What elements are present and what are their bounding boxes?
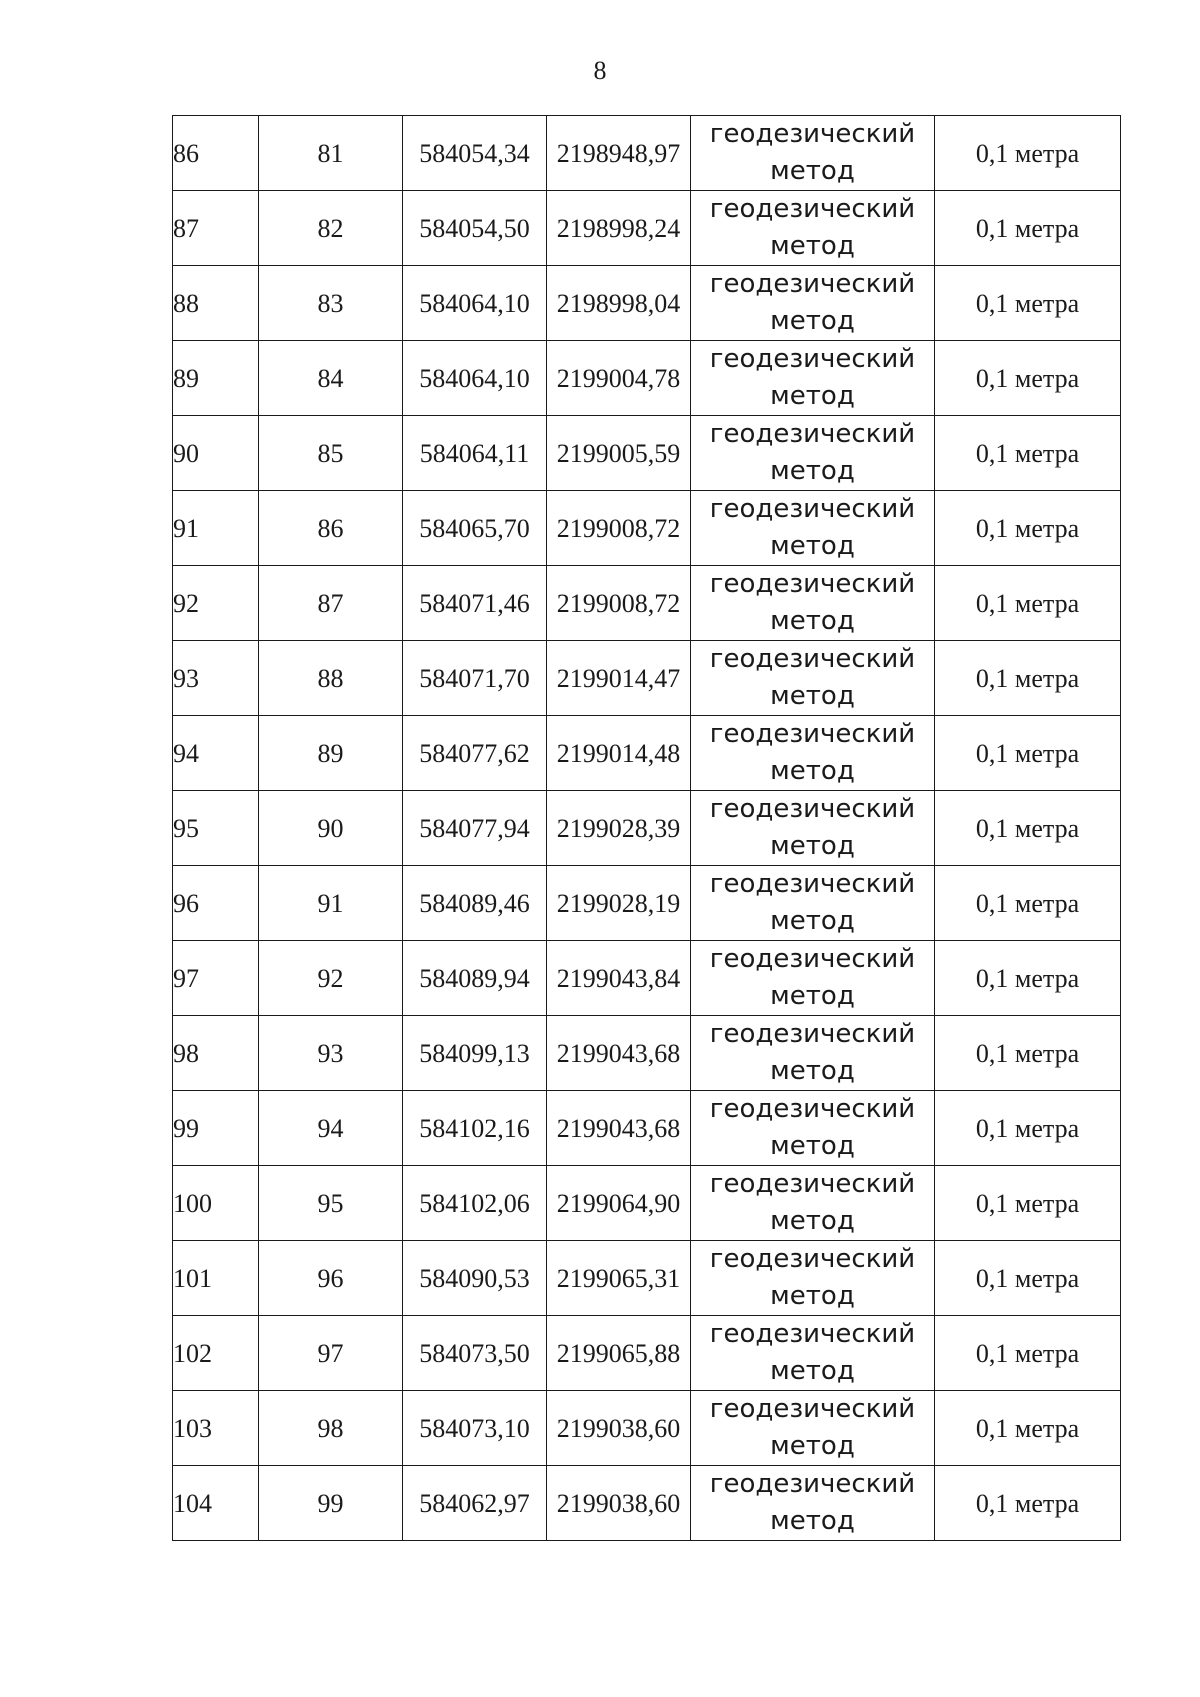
cell-coordinate-y: 2199038,60 (547, 1466, 691, 1541)
table-row (173, 191, 1121, 266)
method-line-2: метод (770, 681, 855, 711)
method-line-1: геодезический (709, 1469, 916, 1499)
cell-method (691, 416, 935, 491)
cell-point-number: 91 (259, 866, 403, 941)
method-line-1: геодезический (709, 1094, 916, 1124)
table-row (173, 1241, 1121, 1316)
method-line-1: геодезический (709, 269, 916, 299)
cell-method (691, 791, 935, 866)
cell-accuracy: 0,1 метра (935, 116, 1121, 191)
method-line-2: метод (770, 981, 855, 1011)
table-row (173, 866, 1121, 941)
method-line-2: метод (770, 1281, 855, 1311)
cell-coordinate-x: 584089,46 (403, 866, 547, 941)
cell-coordinate-x: 584090,53 (403, 1241, 547, 1316)
cell-accuracy: 0,1 метра (935, 1316, 1121, 1391)
coordinates-table-body (173, 116, 1121, 1541)
cell-row-number: 103 (173, 1391, 259, 1466)
cell-point-number: 96 (259, 1241, 403, 1316)
cell-coordinate-x: 584054,50 (403, 191, 547, 266)
method-line-1: геодезический (709, 1319, 916, 1349)
table-row (173, 641, 1121, 716)
cell-coordinate-x: 584077,62 (403, 716, 547, 791)
table-row (173, 341, 1121, 416)
cell-row-number: 88 (173, 266, 259, 341)
cell-row-number: 102 (173, 1316, 259, 1391)
cell-method (691, 566, 935, 641)
cell-method (691, 941, 935, 1016)
table-row (173, 266, 1121, 341)
cell-row-number: 87 (173, 191, 259, 266)
cell-coordinate-y: 2199008,72 (547, 566, 691, 641)
table-row (173, 116, 1121, 191)
method-line-2: метод (770, 1431, 855, 1461)
cell-row-number: 93 (173, 641, 259, 716)
method-line-2: метод (770, 306, 855, 336)
cell-coordinate-y: 2198998,04 (547, 266, 691, 341)
cell-point-number: 98 (259, 1391, 403, 1466)
cell-coordinate-y: 2199005,59 (547, 416, 691, 491)
method-line-1: геодезический (709, 644, 916, 674)
cell-row-number: 101 (173, 1241, 259, 1316)
method-line-2: метод (770, 606, 855, 636)
method-line-1: геодезический (709, 569, 916, 599)
method-line-1: геодезический (709, 1394, 916, 1424)
cell-point-number: 97 (259, 1316, 403, 1391)
method-line-2: метод (770, 906, 855, 936)
cell-accuracy: 0,1 метра (935, 491, 1121, 566)
cell-coordinate-y: 2199043,68 (547, 1091, 691, 1166)
cell-row-number: 96 (173, 866, 259, 941)
cell-coordinate-y: 2199065,88 (547, 1316, 691, 1391)
cell-coordinate-x: 584054,34 (403, 116, 547, 191)
method-line-2: метод (770, 381, 855, 411)
cell-coordinate-x: 584077,94 (403, 791, 547, 866)
cell-coordinate-x: 584073,10 (403, 1391, 547, 1466)
method-line-2: метод (770, 156, 855, 186)
cell-method (691, 1166, 935, 1241)
method-line-1: геодезический (709, 119, 916, 149)
cell-row-number: 104 (173, 1466, 259, 1541)
table-row (173, 1316, 1121, 1391)
method-line-1: геодезический (709, 1019, 916, 1049)
method-line-1: геодезический (709, 1169, 916, 1199)
cell-method (691, 716, 935, 791)
cell-method (691, 266, 935, 341)
cell-coordinate-y: 2199043,84 (547, 941, 691, 1016)
cell-accuracy: 0,1 метра (935, 341, 1121, 416)
cell-accuracy: 0,1 метра (935, 566, 1121, 641)
cell-coordinate-y: 2199014,48 (547, 716, 691, 791)
cell-accuracy: 0,1 метра (935, 416, 1121, 491)
cell-accuracy: 0,1 метра (935, 866, 1121, 941)
cell-coordinate-y: 2199004,78 (547, 341, 691, 416)
cell-coordinate-x: 584064,10 (403, 266, 547, 341)
table-row (173, 491, 1121, 566)
cell-point-number: 83 (259, 266, 403, 341)
cell-accuracy: 0,1 метра (935, 1391, 1121, 1466)
cell-coordinate-y: 2198998,24 (547, 191, 691, 266)
cell-coordinate-x: 584089,94 (403, 941, 547, 1016)
table-row (173, 1391, 1121, 1466)
method-line-2: метод (770, 231, 855, 261)
cell-coordinate-x: 584102,06 (403, 1166, 547, 1241)
cell-coordinate-x: 584065,70 (403, 491, 547, 566)
cell-method (691, 191, 935, 266)
method-line-2: метод (770, 531, 855, 561)
method-line-1: геодезический (709, 194, 916, 224)
cell-coordinate-y: 2199008,72 (547, 491, 691, 566)
coordinates-table (172, 115, 1121, 1541)
method-line-2: метод (770, 1206, 855, 1236)
cell-row-number: 95 (173, 791, 259, 866)
cell-point-number: 86 (259, 491, 403, 566)
table-row (173, 416, 1121, 491)
cell-coordinate-x: 584064,10 (403, 341, 547, 416)
cell-accuracy: 0,1 метра (935, 1166, 1121, 1241)
table-row (173, 791, 1121, 866)
cell-coordinate-x: 584073,50 (403, 1316, 547, 1391)
cell-coordinate-y: 2199064,90 (547, 1166, 691, 1241)
cell-accuracy: 0,1 метра (935, 716, 1121, 791)
cell-row-number: 99 (173, 1091, 259, 1166)
cell-method (691, 1091, 935, 1166)
cell-coordinate-y: 2198948,97 (547, 116, 691, 191)
table-row (173, 566, 1121, 641)
method-line-1: геодезический (709, 1244, 916, 1274)
cell-method (691, 1316, 935, 1391)
cell-method (691, 641, 935, 716)
cell-point-number: 93 (259, 1016, 403, 1091)
method-line-2: метод (770, 831, 855, 861)
cell-accuracy: 0,1 метра (935, 641, 1121, 716)
cell-method (691, 1466, 935, 1541)
method-line-1: геодезический (709, 794, 916, 824)
cell-method (691, 1016, 935, 1091)
table-row (173, 716, 1121, 791)
cell-coordinate-x: 584099,13 (403, 1016, 547, 1091)
cell-coordinate-x: 584062,97 (403, 1466, 547, 1541)
cell-row-number: 98 (173, 1016, 259, 1091)
table-row (173, 1016, 1121, 1091)
cell-point-number: 99 (259, 1466, 403, 1541)
method-line-1: геодезический (709, 494, 916, 524)
method-line-2: метод (770, 1131, 855, 1161)
cell-method (691, 866, 935, 941)
cell-coordinate-y: 2199014,47 (547, 641, 691, 716)
cell-row-number: 100 (173, 1166, 259, 1241)
method-line-2: метод (770, 756, 855, 786)
table-row (173, 1166, 1121, 1241)
cell-point-number: 94 (259, 1091, 403, 1166)
cell-accuracy: 0,1 метра (935, 191, 1121, 266)
cell-row-number: 97 (173, 941, 259, 1016)
method-line-2: метод (770, 456, 855, 486)
cell-method (691, 491, 935, 566)
cell-coordinate-y: 2199065,31 (547, 1241, 691, 1316)
cell-point-number: 87 (259, 566, 403, 641)
cell-coordinate-y: 2199028,39 (547, 791, 691, 866)
cell-row-number: 86 (173, 116, 259, 191)
table-row (173, 1466, 1121, 1541)
method-line-2: метод (770, 1356, 855, 1386)
cell-point-number: 90 (259, 791, 403, 866)
cell-accuracy: 0,1 метра (935, 941, 1121, 1016)
table-row (173, 1091, 1121, 1166)
method-line-1: геодезический (709, 419, 916, 449)
cell-point-number: 85 (259, 416, 403, 491)
cell-method (691, 341, 935, 416)
cell-point-number: 92 (259, 941, 403, 1016)
method-line-2: метод (770, 1056, 855, 1086)
method-line-1: геодезический (709, 869, 916, 899)
cell-coordinate-y: 2199028,19 (547, 866, 691, 941)
cell-row-number: 91 (173, 491, 259, 566)
method-line-1: геодезический (709, 344, 916, 374)
cell-row-number: 92 (173, 566, 259, 641)
cell-coordinate-x: 584102,16 (403, 1091, 547, 1166)
cell-method (691, 1241, 935, 1316)
cell-accuracy: 0,1 метра (935, 266, 1121, 341)
cell-point-number: 95 (259, 1166, 403, 1241)
cell-row-number: 94 (173, 716, 259, 791)
page-number: 8 (593, 56, 607, 85)
method-line-1: геодезический (709, 719, 916, 749)
cell-coordinate-x: 584071,70 (403, 641, 547, 716)
cell-coordinate-x: 584064,11 (403, 416, 547, 491)
cell-method (691, 1391, 935, 1466)
cell-point-number: 84 (259, 341, 403, 416)
cell-row-number: 90 (173, 416, 259, 491)
cell-coordinate-y: 2199043,68 (547, 1016, 691, 1091)
cell-row-number: 89 (173, 341, 259, 416)
cell-accuracy: 0,1 метра (935, 1016, 1121, 1091)
cell-coordinate-y: 2199038,60 (547, 1391, 691, 1466)
cell-point-number: 82 (259, 191, 403, 266)
cell-accuracy: 0,1 метра (935, 791, 1121, 866)
cell-point-number: 81 (259, 116, 403, 191)
cell-method (691, 116, 935, 191)
cell-accuracy: 0,1 метра (935, 1091, 1121, 1166)
method-line-2: метод (770, 1506, 855, 1536)
method-line-1: геодезический (709, 944, 916, 974)
cell-point-number: 89 (259, 716, 403, 791)
cell-coordinate-x: 584071,46 (403, 566, 547, 641)
cell-accuracy: 0,1 метра (935, 1241, 1121, 1316)
table-row (173, 941, 1121, 1016)
cell-accuracy: 0,1 метра (935, 1466, 1121, 1541)
cell-point-number: 88 (259, 641, 403, 716)
